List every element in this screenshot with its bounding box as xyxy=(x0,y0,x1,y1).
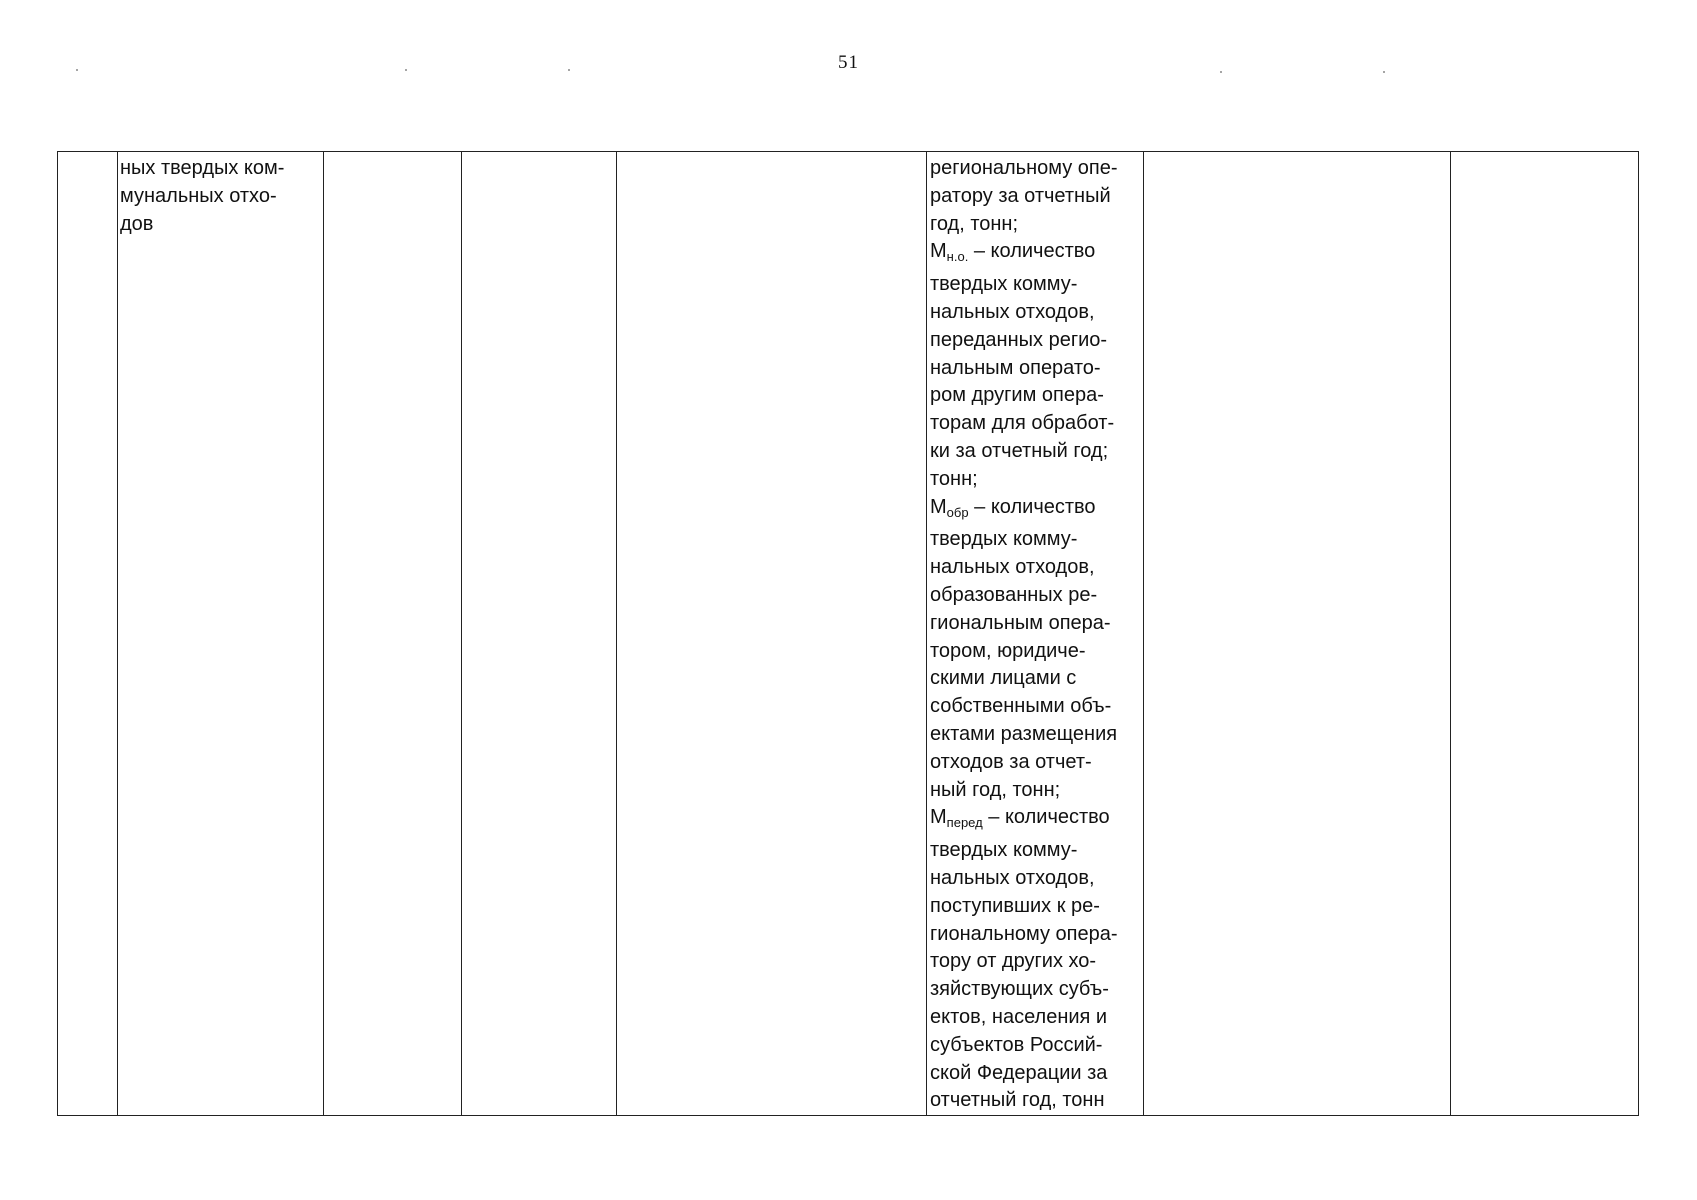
scan-speck xyxy=(405,69,407,71)
formula-legend xyxy=(927,152,1143,1115)
table-cell-empty xyxy=(462,152,617,1116)
document-table xyxy=(57,151,1639,1116)
legend-term: $М_{перед}$ – количество твердых комму- нальных отходов, поступивших к ре- гиональному опера- тору от других хо- зяйствующих субъ- ектов, населения и субъектов Россий- ской Федерации за отчетный год, тонн xyxy=(930,806,1118,1112)
term-subscript: н.о. xyxy=(946,249,969,265)
indicator-text: ных твердых ком- мунальных отхо- дов xyxy=(120,157,285,235)
table-cell-empty xyxy=(1451,152,1639,1116)
scan-speck xyxy=(76,69,78,71)
legend-intro: региональному опе- ратору за отчетный год, тонн; xyxy=(930,157,1118,235)
table-cell-empty xyxy=(617,152,927,1116)
legend-term: $М_{обр}$ – количество твердых комму- нальных отходов, образованных ре- гиональным опера- тором, юридиче- скими лицами с собственными объ- ектами размещения отходов за отчет- ный год, тонн; xyxy=(930,495,1118,801)
table-cell-formula-legend xyxy=(927,152,1144,1116)
term-subscript: перед xyxy=(946,815,983,831)
scan-speck xyxy=(568,69,570,71)
term-text: – количество твердых комму- нальных отходов, образованных ре- гиональным опера- тором, юридиче- скими лицами с собственными объ- ектами размещения отходов за отчет- ный год, тонн; xyxy=(930,495,1118,801)
scan-speck xyxy=(1383,71,1385,73)
table-cell-indicator xyxy=(118,152,324,1116)
table-cell-empty xyxy=(1144,152,1451,1116)
table-row xyxy=(58,152,1639,1116)
table-cell-empty xyxy=(324,152,462,1116)
term-subscript: обр xyxy=(946,504,969,520)
term-text: – количество твердых комму- нальных отходов, переданных регио- нальным операто- ром другим опера- торам для обработ- ки за отчетный год; тонн; xyxy=(930,240,1115,490)
legend-term: $М_{н.о.}$ – количество твердых комму- нальных отходов, переданных регио- нальным операто- ром другим опера- торам для обработ- ки за отчетный год; тонн; xyxy=(930,240,1115,490)
page-number: 51 xyxy=(838,52,859,73)
table-cell-number xyxy=(58,152,118,1116)
scan-speck xyxy=(1220,71,1222,73)
term-text: – количество твердых комму- нальных отходов, поступивших к ре- гиональному опера- тору от других хо- зяйствующих субъ- ектов, населения и субъектов Россий- ской Федерации за отчетный год, тонн xyxy=(930,806,1118,1112)
